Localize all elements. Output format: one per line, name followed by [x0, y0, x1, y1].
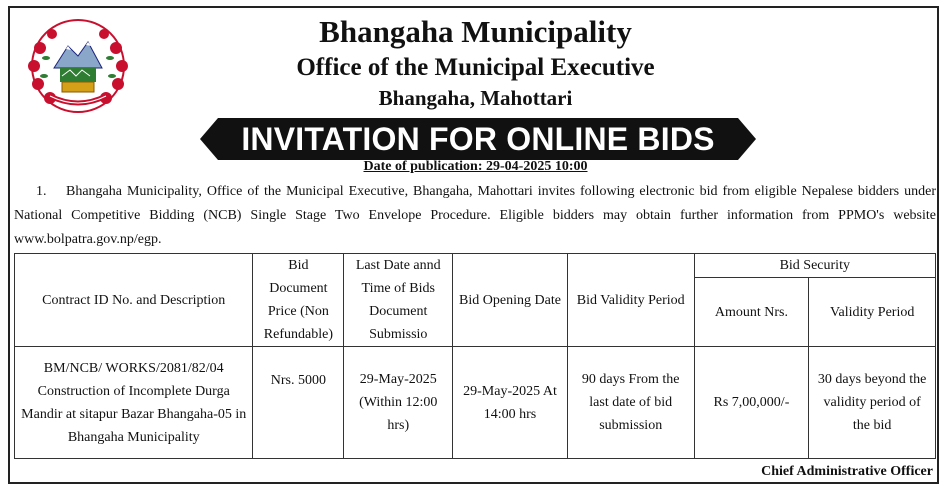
col-bid-security: Bid Security	[694, 254, 935, 278]
table-row	[15, 347, 936, 459]
paragraph-text: Bhangaha Municipality, Office of the Municipal Executive, Bhangaha, Mahottari invites following electronic bid from eligible Nepalese bidders under National Competitive Bidding (NCB) Single Stage Two Envelope Procedure. Eligible bidders may obtain further information from PPMO's website www.bolpatra.gov.np/egp.	[14, 184, 936, 247]
table-header-row	[15, 254, 936, 278]
signatory: Chief Administrative Officer	[761, 464, 933, 479]
cell-opening-date: 29-May-2025 At 14:00 hrs	[453, 347, 568, 459]
col-amount: Amount Nrs.	[694, 278, 809, 347]
notice-paragraph	[14, 180, 936, 252]
banner-title: INVITATION FOR ONLINE BIDS	[241, 121, 715, 157]
bid-table	[14, 253, 936, 459]
col-doc-price: Bid Document Price (Non Refundable)	[253, 254, 344, 347]
publication-date: Date of publication: 29-04-2025 10:00	[363, 159, 588, 174]
col-security-validity: Validity Period	[809, 278, 936, 347]
cell-last-date: 29-May-2025 (Within 12:00 hrs)	[344, 347, 453, 459]
office-location: Bhangaha, Mahottari	[378, 86, 573, 110]
office-name: Office of the Municipal Executive	[296, 54, 655, 81]
municipality-name: Bhangaha Municipality	[319, 14, 632, 49]
col-last-date: Last Date annd Time of Bids Document Submissio	[344, 254, 453, 347]
paragraph-number: 1.	[36, 184, 47, 199]
cell-contract: BM/NCB/ WORKS/2081/82/04 Construction of Incomplete Durga Mandir at sitapur Bazar Bhangaha-05 in Bhangaha Municipality	[15, 347, 253, 459]
title-banner	[200, 118, 756, 160]
col-validity: Bid Validity Period	[567, 254, 694, 347]
cell-doc-price: Nrs. 5000	[253, 347, 344, 459]
cell-validity: 90 days From the last date of bid submission	[567, 347, 694, 459]
col-contract: Contract ID No. and Description	[15, 254, 253, 347]
col-opening-date: Bid Opening Date	[453, 254, 568, 347]
cell-amount: Rs 7,00,000/-	[694, 347, 809, 459]
cell-security-validity: 30 days beyond the validity period of the bid	[809, 347, 936, 459]
